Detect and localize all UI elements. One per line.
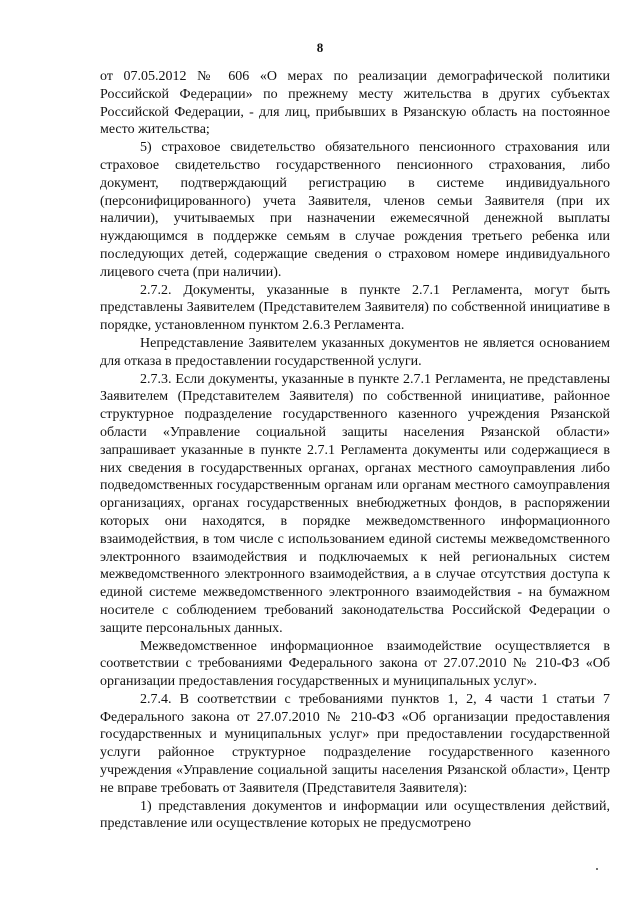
paragraph: Межведомственное информационное взаимодействие осуществляется в соответствии с требованиями Федерального закона от 27.07.2010 № 210-ФЗ «Об организации предоставления государственных и муниципальных услуг».: [100, 638, 610, 690]
document-body: [100, 68, 610, 833]
scan-speck: [596, 868, 598, 870]
paragraph: Непредставление Заявителем указанных документов не является основанием для отказа в предоставлении государственной услуги.: [100, 335, 610, 369]
paragraph: 2.7.4. В соответствии с требованиями пунктов 1, 2, 4 части 1 статьи 7 Федерального закона от 27.07.2010 № 210-ФЗ «Об организации предоставления государственных и муниципальных услуг» при предоставлении государственной услуги районное структурное подразделение государственного казенного учреждения «Управление социальной защиты населения Рязанской области», Центр не вправе требовать от Заявителя (Представителя Заявителя):: [100, 691, 610, 796]
paragraph: от 07.05.2012 № 606 «О мерах по реализации демографической политики Российской Федерации» по прежнему месту жительства в других субъектах Российской Федерации, - для лиц, прибывших в Рязанскую область на постоянное место жительства;: [100, 69, 610, 138]
paragraph: 5) страховое свидетельство обязательного пенсионного страхования или страховое свидетельство государственного пенсионного страхования, либо документ, подтверждающий регистрацию в системе индивидуального (персонифицированного) учета Заявителя, членов семьи Заявителя (при их наличии), учитываемых при назначении ежемесячной денежной выплаты нуждающимся в поддержке семьям в случае рождения третьего ребенка или последующих детей, содержащие сведения о страховом номере индивидуального лицевого счета (при наличии).: [100, 140, 610, 280]
paragraph: 1) представления документов и информации или осуществления действий, представление или осуществление которых не предусмотрено: [100, 798, 610, 832]
paragraph: 2.7.2. Документы, указанные в пункте 2.7.1 Регламента, могут быть представлены Заявителем (Представителем Заявителя) по собственной инициативе в порядке, установленном пунктом 2.6.3 Регламента.: [100, 282, 610, 334]
paragraph: 2.7.3. Если документы, указанные в пункте 2.7.1 Регламента, не представлены Заявителем (Представителем Заявителя) по собственной инициативе, районное структурное подразделение государственного казенного учреждения Рязанской области «Управление социальной защиты населения Рязанской области» запрашивает указанные в пункте 2.7.1 Регламента документы или содержащиеся в них сведения в государственных органах, органах местного самоуправления либо подведомственных государственным органам или органам местного самоуправления организациях, органах государственных внебюджетных фондов, в распоряжении которых они находятся, в порядке межведомственного информационного взаимодействия, в том числе с использованием единой системы межведомственного электронного взаимодействия и подключаемых к ней региональных систем межведомственного электронного взаимодействия, а в случае отсутствия доступа к единой системе межведомственного электронного взаимодействия - на бумажном носителе с соблюдением требований законодательства Российской Федерации о защите персональных данных.: [100, 371, 610, 636]
page-number: 8: [316, 40, 324, 55]
